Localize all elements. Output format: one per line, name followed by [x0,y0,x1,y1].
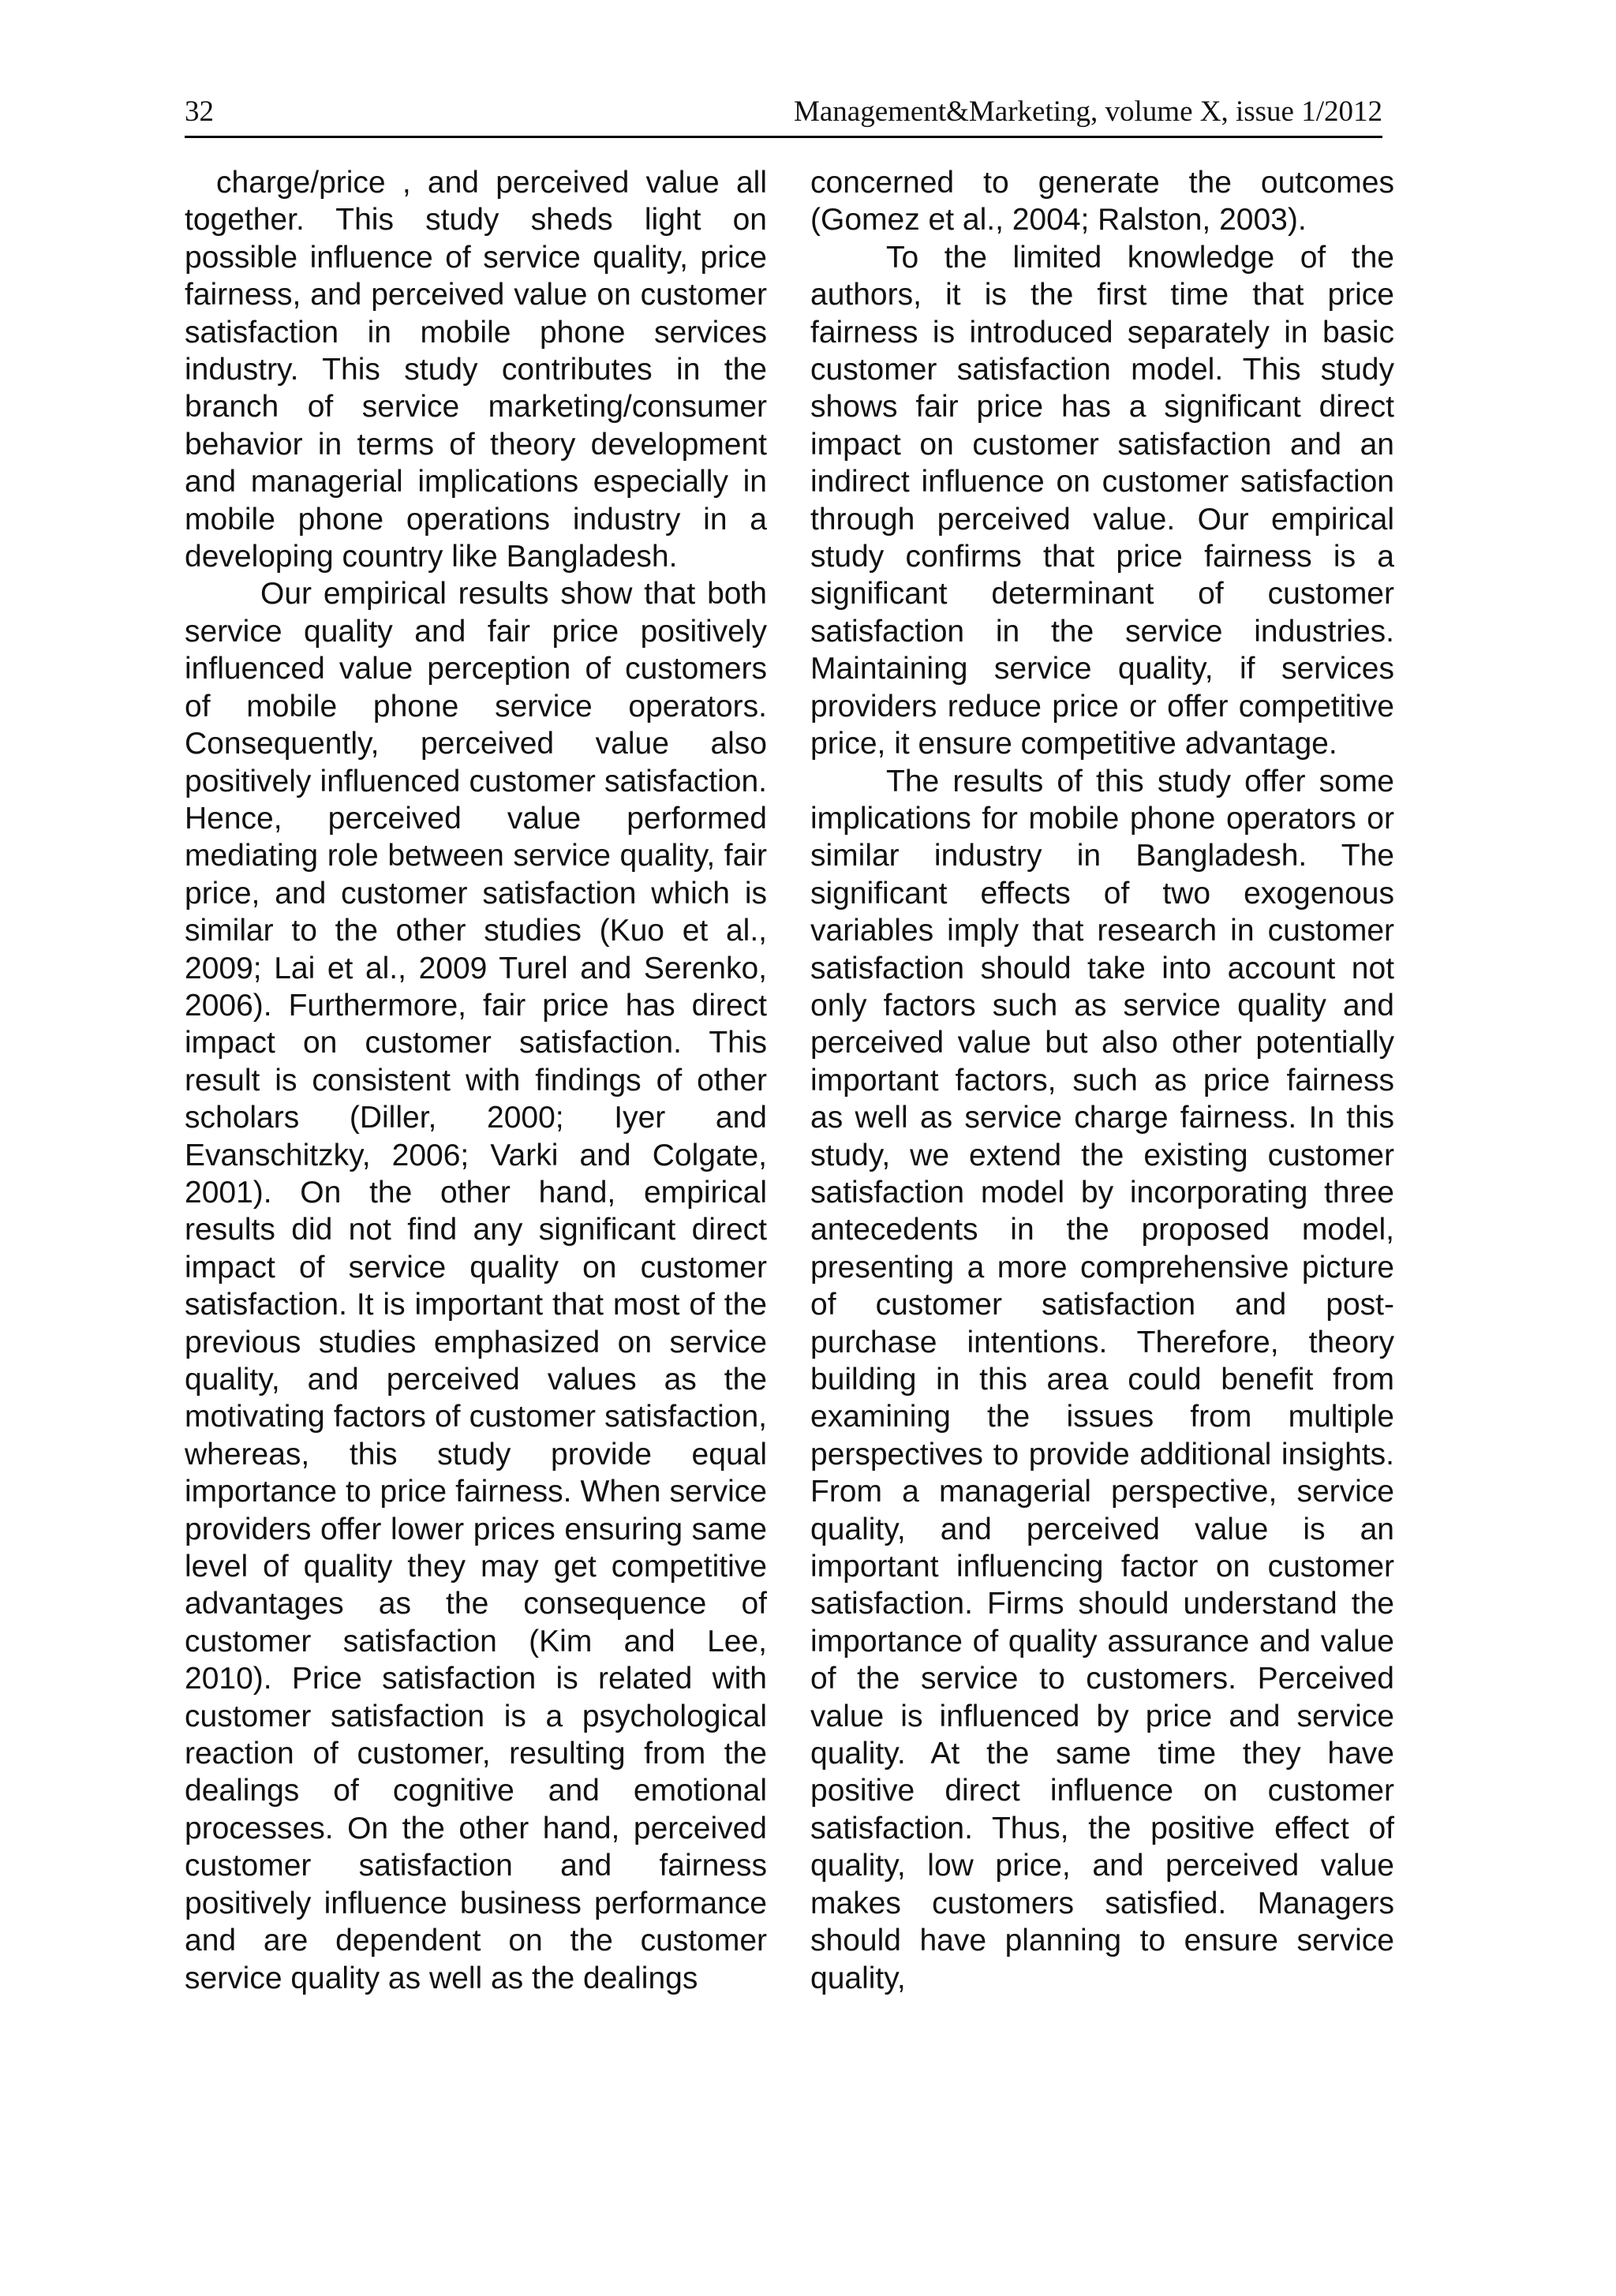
running-header [185,88,1382,138]
page-number: 32 [185,95,214,128]
body-paragraph: charge/price , and perceived value all together. This study sheds light on possible influence of service quality, price fairness, and perceived value on customer satisfaction in mobile phone services industry. This study contributes in the branch of service marketing/consumer behavior in terms of theory development and managerial implications especially in mobile phone operations industry in a developing country like Bangladesh. [185,166,767,574]
body-paragraph: concerned to generate the outcomes (Gomez et al., 2004; Ralston, 2003). [810,166,1394,237]
body-paragraph: To the limited knowledge of the authors, it is the first time that price fairness is introduced separately in basic customer satisfaction model. This study shows fair price has a significant direct impact on customer satisfaction and an indirect influence on customer satisfaction through perceived value. Our empirical study confirms that price fairness is a significant determinant of customer satisfaction in the service industries. Maintaining service quality, if services providers reduce price or offer competitive price, it ensure competitive advantage. [810,240,1394,761]
journal-title: Management&Marketing, volume X, issue 1/2012 [793,95,1382,128]
right-column [810,164,1394,1997]
body-paragraph: The results of this study offer some implications for mobile phone operators or similar industry in Bangladesh. The significant effects of two exogenous variables imply that research in customer satisfaction should take into account not only factors such as service quality and perceived value but also other potentially important factors, such as price fairness as well as service charge fairness. In this study, we extend the existing customer satisfaction model by incorporating three antecedents in the proposed model, presenting a more comprehensive picture of customer satisfaction and post-purchase intentions. Therefore, theory building in this area could benefit from examining the issues from multiple perspectives to provide additional insights. From a managerial perspective, service quality, and perceived value is an important influencing factor on customer satisfaction. Firms should understand the importance of quality assurance and value of the service to customers. Perceived value is influenced by price and service quality. At the same time they have positive direct influence on customer satisfaction. Thus, the positive effect of quality, low price, and perceived value makes customers satisfied. Managers should have planning to ensure service quality, [810,764,1394,1995]
left-column [185,164,767,1997]
body-paragraph: Our empirical results show that both service quality and fair price positively influenced value perception of customers of mobile phone service operators. Consequently, perceived value also positively influenced customer satisfaction. Hence, perceived value performed mediating role between service quality, fair price, and customer satisfaction which is similar to the other studies (Kuo et al., 2009; Lai et al., 2009 Turel and Serenko, 2006). Furthermore, fair price has direct impact on customer satisfaction. This result is consistent with findings of other scholars (Diller, 2000; Iyer and Evanschitzky, 2006; Varki and Colgate, 2001). On the other hand, empirical results did not find any significant direct impact of service quality on customer satisfaction. It is important that most of the previous studies emphasized on service quality, and perceived values as the motivating factors of customer satisfaction, whereas, this study provide equal importance to price fairness. When service providers offer lower prices ensuring same level of quality they may get competitive advantages as the consequence of customer satisfaction (Kim and Lee, 2010). Price satisfaction is related with customer satisfaction is a psychological reaction of customer, resulting from the dealings of cognitive and emotional processes. On the other hand, perceived customer satisfaction and fairness positively influence business performance and are dependent on the customer service quality as well as the dealings [185,577,767,1995]
